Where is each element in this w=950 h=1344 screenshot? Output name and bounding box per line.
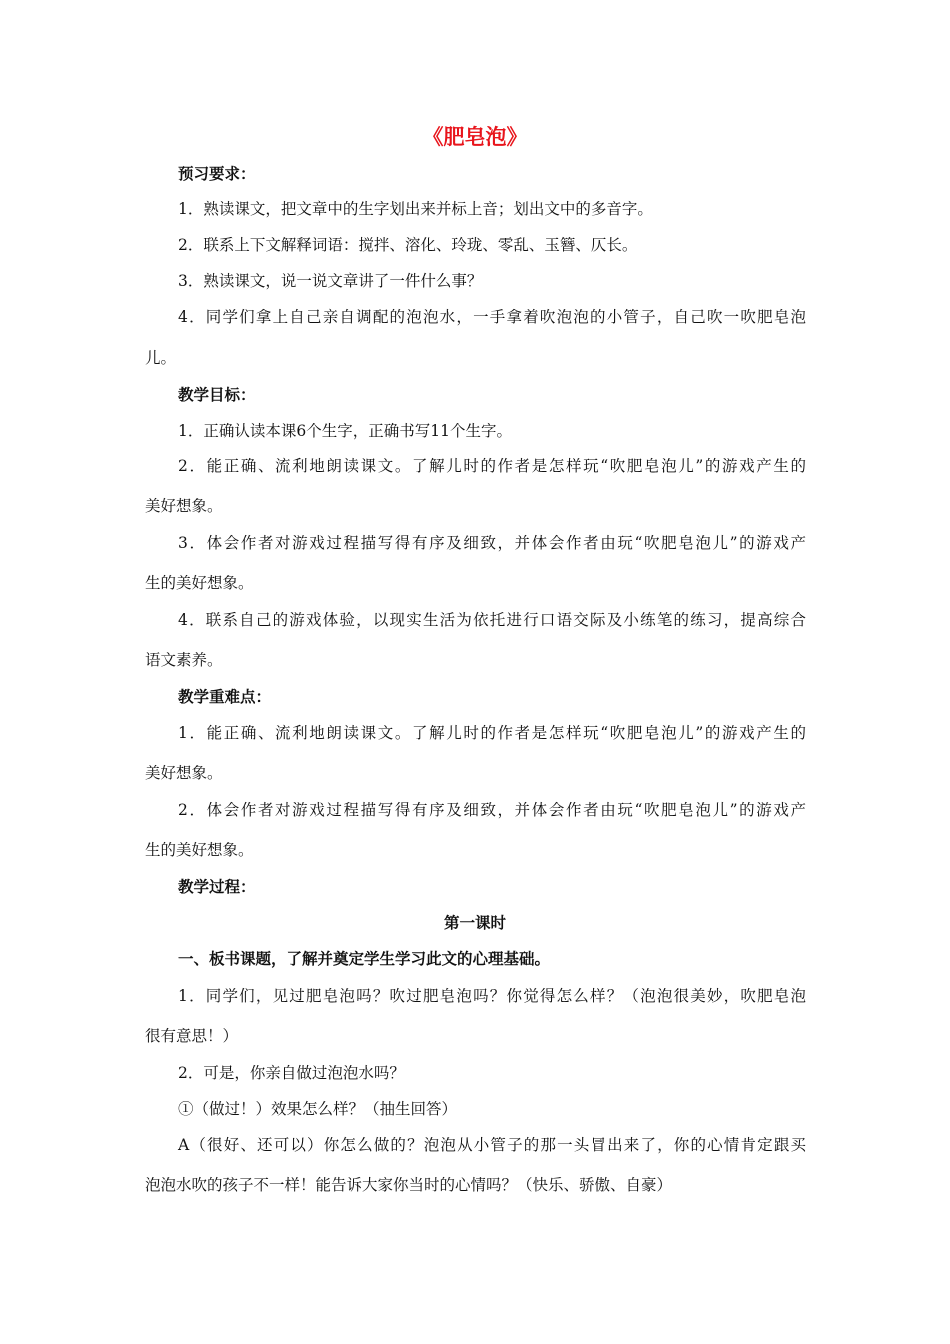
preview-item-2: 2．联系上下文解释词语：搅拌、溶化、玲珑、零乱、玉簪、仄长。: [178, 236, 638, 254]
key-item-2-cont: 生的美好想象。: [145, 841, 254, 859]
lesson-heading: 第一课时: [443, 913, 506, 932]
key-item-1: 1．能正确、流利地朗读课文。了解儿时的作者是怎样玩“吹肥皂泡儿”的游戏产生的: [178, 724, 806, 742]
goals-heading: 教学目标：: [178, 385, 256, 404]
section1-item-1: 1．同学们，见过肥皂泡吗？吹过肥皂泡吗？你觉得怎么样？（泡泡很美妙，吹肥皂泡: [178, 987, 806, 1005]
key-item-2: 2．体会作者对游戏过程描写得有序及细致，并体会作者由玩“吹肥皂泡儿”的游戏产: [178, 801, 806, 819]
section1-item-1-cont: 很有意思！）: [145, 1027, 239, 1045]
key-heading: 教学重难点：: [178, 687, 272, 706]
preview-item-1: 1．熟读课文，把文章中的生字划出来并标上音；划出文中的多音字。: [178, 200, 653, 218]
goal-item-4: 4．联系自己的游戏体验，以现实生活为依托进行口语交际及小练笔的练习，提高综合: [178, 611, 806, 629]
preview-heading: 预习要求：: [178, 164, 256, 183]
section1-item-4-cont: 泡泡水吹的孩子不一样！能告诉大家你当时的心情吗？（快乐、骄傲、自豪）: [145, 1176, 673, 1194]
goal-item-1: 1．正确认读本课6个生字，正确书写11个生字。: [178, 422, 512, 440]
section1-item-2: 2．可是，你亲自做过泡泡水吗？: [178, 1064, 405, 1082]
preview-item-3: 3．熟读课文，说一说文章讲了一件什么事？: [178, 272, 483, 290]
section1-heading: 一、板书课题，了解并奠定学生学习此文的心理基础。: [178, 949, 551, 968]
section1-item-3: ①（做过！）效果怎么样？（抽生回答）: [178, 1100, 458, 1118]
key-item-1-cont: 美好想象。: [145, 764, 223, 782]
preview-item-4-cont: 儿。: [145, 349, 177, 367]
goal-item-4-cont: 语文素养。: [145, 651, 223, 669]
goal-item-2: 2．能正确、流利地朗读课文。了解儿时的作者是怎样玩“吹肥皂泡儿”的游戏产生的: [178, 457, 806, 475]
section1-item-4: A（很好、还可以）你怎么做的？泡泡从小管子的那一头冒出来了，你的心情肯定跟买: [178, 1136, 806, 1154]
goal-item-3-cont: 生的美好想象。: [145, 574, 254, 592]
goal-item-2-cont: 美好想象。: [145, 497, 223, 515]
preview-item-4: 4．同学们拿上自己亲自调配的泡泡水，一手拿着吹泡泡的小管子，自己吹一吹肥皂泡: [178, 308, 806, 326]
document-title: 《肥皂泡》: [422, 124, 528, 149]
goal-item-3: 3．体会作者对游戏过程描写得有序及细致，并体会作者由玩“吹肥皂泡儿”的游戏产: [178, 534, 806, 552]
process-heading: 教学过程：: [178, 877, 256, 896]
